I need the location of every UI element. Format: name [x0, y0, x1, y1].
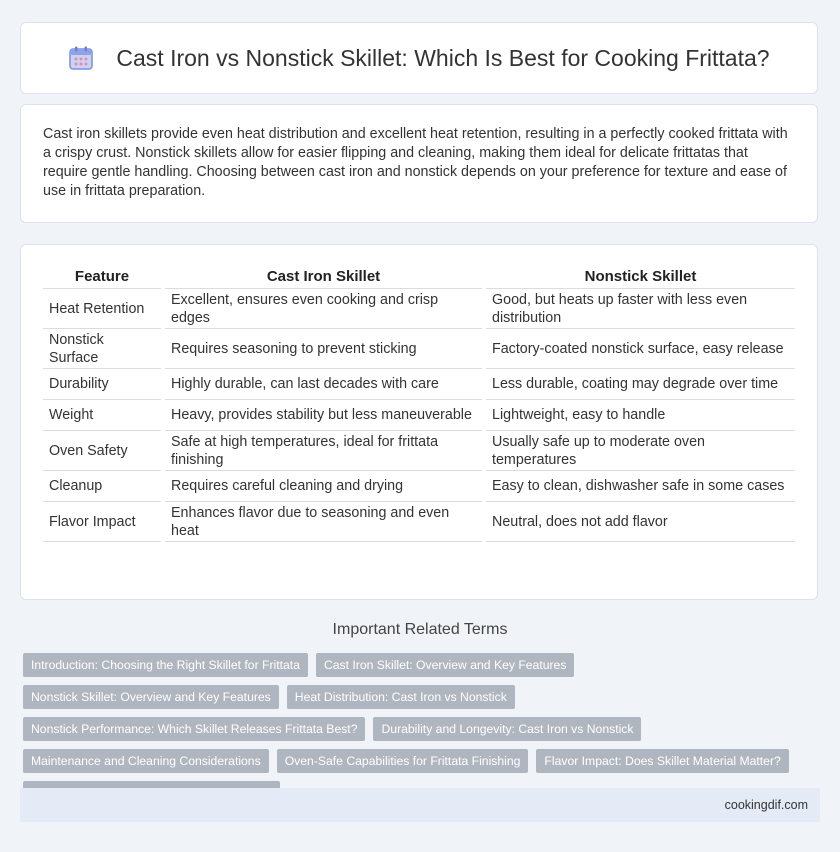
feature-cell: Heat Retention — [43, 289, 161, 329]
related-term-tag[interactable]: Cast Iron Skillet: Overview and Key Features — [316, 653, 575, 677]
comparison-card — [20, 244, 818, 600]
related-term-tag[interactable]: Oven-Safe Capabilities for Frittata Finishing — [277, 749, 529, 773]
column-header-cast-iron: Cast Iron Skillet — [165, 263, 482, 289]
cast-iron-cell: Heavy, provides stability but less maneuverable — [165, 400, 482, 431]
footer-site-link[interactable]: cookingdif.com — [724, 798, 808, 812]
related-term-tag[interactable]: Heat Distribution: Cast Iron vs Nonstick — [287, 685, 515, 709]
intro-text: Cast iron skillets provide even heat distribution and excellent heat retention, resulting in a perfectly cooked frittata with a crispy crust. Nonstick skillets allow for easier flipping and cleaning, making them ideal for delicate frittatas that require gentle handling. Choosing between cast iron and nonstick depends on your preference for texture and ease of use in frittata preparation. — [43, 126, 788, 199]
table-row — [43, 329, 795, 369]
nonstick-cell: Neutral, does not add flavor — [486, 502, 795, 542]
column-header-nonstick: Nonstick Skillet — [486, 263, 795, 289]
feature-cell: Oven Safety — [43, 431, 161, 471]
nonstick-cell: Less durable, coating may degrade over time — [486, 369, 795, 400]
related-term-tag[interactable]: Durability and Longevity: Cast Iron vs Nonstick — [373, 717, 641, 741]
cast-iron-cell: Requires careful cleaning and drying — [165, 471, 482, 502]
nonstick-cell: Good, but heats up faster with less even distribution — [486, 289, 795, 329]
nonstick-cell: Easy to clean, dishwasher safe in some cases — [486, 471, 795, 502]
feature-cell: Cleanup — [43, 471, 161, 502]
column-header-feature: Feature — [43, 263, 161, 289]
calendar-icon — [68, 45, 94, 71]
intro-card — [20, 104, 818, 223]
cast-iron-cell: Enhances flavor due to seasoning and even heat — [165, 502, 482, 542]
table-row — [43, 289, 795, 329]
footer — [20, 788, 820, 822]
page-header — [20, 22, 818, 94]
table-row — [43, 431, 795, 471]
feature-cell: Durability — [43, 369, 161, 400]
related-term-tag[interactable]: Introduction: Choosing the Right Skillet for Frittata — [23, 653, 308, 677]
cast-iron-cell: Highly durable, can last decades with care — [165, 369, 482, 400]
table-row — [43, 400, 795, 431]
table-row — [43, 471, 795, 502]
related-terms-heading: Important Related Terms — [332, 621, 508, 638]
related-term-tag[interactable]: Nonstick Performance: Which Skillet Releases Frittata Best? — [23, 717, 365, 741]
nonstick-cell: Lightweight, easy to handle — [486, 400, 795, 431]
table-row — [43, 369, 795, 400]
table-row — [43, 502, 795, 542]
feature-cell: Nonstick Surface — [43, 329, 161, 369]
nonstick-cell: Factory-coated nonstick surface, easy release — [486, 329, 795, 369]
cast-iron-cell: Safe at high temperatures, ideal for frittata finishing — [165, 431, 482, 471]
cast-iron-cell: Excellent, ensures even cooking and crisp edges — [165, 289, 482, 329]
feature-cell: Flavor Impact — [43, 502, 161, 542]
page-title: Cast Iron vs Nonstick Skillet: Which Is Best for Cooking Frittata? — [116, 44, 770, 71]
related-term-tag[interactable]: Flavor Impact: Does Skillet Material Matter? — [536, 749, 788, 773]
related-term-tag[interactable]: Maintenance and Cleaning Considerations — [23, 749, 269, 773]
feature-cell: Weight — [43, 400, 161, 431]
comparison-table — [39, 263, 799, 542]
nonstick-cell: Usually safe up to moderate oven temperatures — [486, 431, 795, 471]
related-term-tag[interactable]: Nonstick Skillet: Overview and Key Features — [23, 685, 279, 709]
cast-iron-cell: Requires seasoning to prevent sticking — [165, 329, 482, 369]
